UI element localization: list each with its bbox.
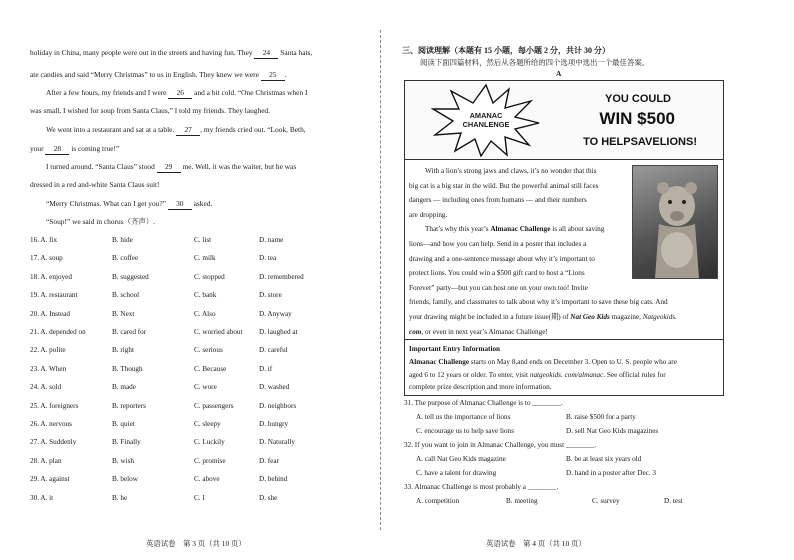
question-stem: 31. The purpose of Almanac Challenge is to ________.	[404, 399, 563, 407]
question-option: B. raise $500 for a party	[566, 413, 636, 421]
passage-italic-text: Natgeokids.	[642, 313, 677, 321]
poster-header	[405, 81, 723, 160]
option-row	[30, 420, 362, 430]
option-choice: D. she	[259, 493, 278, 502]
badge-text: AMANAC CHANLENGE	[462, 111, 510, 129]
option-choice: 20. A. Instead	[30, 309, 70, 318]
option-choice: B. wish	[112, 456, 134, 465]
option-choice: C. serious	[194, 346, 223, 355]
option-choice: D. fear	[259, 456, 279, 465]
option-row	[30, 273, 362, 283]
passage-line	[425, 165, 596, 177]
question-option: D. hand in a poster after Dec. 3	[566, 469, 657, 477]
option-choice: B. reporters	[112, 401, 146, 410]
passage-italic-text: Nat Geo Kids	[570, 313, 610, 321]
option-choice: C. stopped	[194, 272, 225, 281]
answer-blank: 26	[168, 88, 192, 99]
answer-blank: 29	[157, 162, 181, 173]
question-option: C. encourage us to help save lions	[416, 427, 515, 435]
passage-line	[30, 70, 287, 81]
option-choice: B. coffee	[112, 254, 139, 263]
passage-text: me. Well, it was the waiter, but he was	[180, 162, 297, 171]
option-choice: 19. A. restaurant	[30, 291, 78, 300]
passage-text: protect lions. You could win a $500 gift card to host a “Lions	[409, 269, 585, 278]
option-choice: C. Because	[194, 364, 227, 373]
passage-text: After a few hours, my friends and I were	[46, 88, 169, 97]
option-choice: D. if	[259, 364, 273, 373]
section-instruction: 阅读下面四篇材料，然后从各题所给的四个选项中选出一个最佳答案。	[420, 58, 650, 67]
answer-blank: 30	[168, 199, 192, 210]
poster-line-3: TO HELPSAVELIONS!	[583, 136, 697, 148]
passage-text: I turned around. “Santa Claus” stood	[46, 162, 157, 171]
option-choice: D. neighbors	[259, 401, 297, 410]
option-choice: D. Anyway	[259, 309, 292, 318]
passage-line	[46, 162, 296, 173]
lion-cub-icon	[633, 166, 717, 278]
poster-line-1: YOU COULD	[605, 93, 671, 105]
question-option: D. sell Nat Geo Kids magazines	[566, 427, 659, 435]
answer-blank: 28	[45, 144, 69, 155]
answer-blank: 24	[254, 48, 278, 59]
option-choice: D. washed	[259, 383, 290, 392]
option-row	[30, 346, 362, 356]
option-choice: 30. A. it	[30, 493, 54, 502]
entry-bold-text: Almanac Challenge	[409, 358, 470, 366]
passage-text: “Merry Christmas. What can I get you?”	[46, 199, 168, 208]
option-row	[30, 310, 362, 320]
passage-text: was small, I wished for soup from Santa Claus,” I told my friends. They laughed.	[30, 106, 271, 115]
passage-text: “Soup!” we said in chorus（齐声）.	[46, 217, 155, 226]
passage-line	[409, 267, 585, 279]
option-choice: D. behind	[259, 475, 288, 484]
option-choice: D. tea	[259, 254, 277, 263]
option-choice: B. made	[112, 383, 136, 392]
passage-line	[46, 199, 212, 210]
passage-text: your drawing might be included in a future issue(期) of	[409, 313, 571, 321]
option-choice: C. Luckily	[194, 438, 225, 447]
option-choice: B. Though	[112, 364, 143, 373]
passage-line	[30, 106, 270, 116]
option-choice: B. Finally	[112, 438, 141, 447]
passage-a-box	[404, 80, 724, 396]
option-choice: D. remembered	[259, 272, 304, 281]
question-option: A. call Nat Geo Kids magazine	[416, 455, 506, 463]
entry-line	[409, 369, 666, 381]
option-choice: 28. A. plan	[30, 456, 62, 465]
passage-text: holiday in China, many people were out in the streets and having fun. They	[30, 48, 255, 57]
option-choice: C. worried about	[194, 328, 243, 336]
option-choice: B. quiet	[112, 420, 135, 428]
question-option: A. tell us the importance of lions	[416, 413, 511, 421]
option-choice: D. name	[259, 236, 284, 244]
entry-line	[409, 381, 552, 393]
option-choice: C. list	[194, 236, 212, 244]
entry-text: aged 6 to 12 years or older. To enter, visit	[409, 370, 530, 379]
option-choice: C. Also	[194, 309, 216, 318]
passage-line	[409, 194, 587, 206]
question-option: D. test	[664, 497, 683, 505]
option-choice: D. hungry	[259, 420, 289, 428]
passage-line	[409, 209, 447, 221]
passage-line	[30, 48, 312, 59]
option-choice: 21. A. depended on	[30, 328, 86, 336]
lion-photo	[632, 165, 718, 279]
passage-text: With a lion’s strong jaws and claws, it’s no wonder that this	[425, 167, 597, 175]
option-choice: B. cared for	[112, 328, 147, 336]
passage-line	[30, 144, 119, 155]
passage-text: drawing and a one-sentence message about why it’s important to	[409, 254, 595, 263]
option-choice: C. passengers	[194, 401, 234, 410]
entry-line	[409, 356, 677, 368]
passage-line	[46, 217, 155, 227]
option-choice: B. right	[112, 346, 134, 355]
passage-text: , or even in next year’s Almanac Challenge!	[421, 327, 548, 336]
option-choice: B. Next	[112, 309, 135, 318]
passage-text: , my friends cried out. “Look, Beth,	[200, 125, 306, 134]
option-row	[30, 291, 362, 301]
passage-line	[409, 238, 586, 250]
passage-text: Forever” party—but you can host one on your own too! Invite	[409, 283, 588, 292]
passage-text: lions—and how you can help. Send in a poster that includes a	[409, 240, 587, 248]
option-choice: C. sleepy	[194, 420, 221, 428]
question-option: C. have a talent for drawing	[416, 469, 497, 477]
passage-text: your	[30, 144, 46, 153]
question-stem: 33. Almanac Challenge is most probably a ________.	[404, 483, 559, 491]
option-choice: D. careful	[259, 346, 288, 355]
passage-text: is coming true!”	[69, 144, 120, 153]
option-row	[30, 328, 362, 338]
option-row	[30, 402, 362, 412]
question-option: B. be at least six years old	[566, 455, 642, 463]
option-choice: 29. A. against	[30, 475, 70, 484]
passage-line	[46, 88, 307, 99]
option-row	[30, 383, 362, 393]
passage-text: asked.	[191, 199, 213, 208]
question-option: A. competition	[416, 497, 460, 505]
entry-italic-text: natgeokids. com/almanac	[529, 370, 604, 379]
option-choice: D. store	[259, 291, 282, 300]
option-choice: 18. A. enjoyed	[30, 272, 72, 281]
passage-line	[409, 326, 548, 338]
passage-line	[30, 180, 160, 190]
option-choice: C. milk	[194, 254, 216, 263]
option-choice: C. bank	[194, 291, 217, 300]
passage-line	[409, 253, 595, 265]
passage-line	[425, 223, 604, 235]
poster-line-2: WIN $500	[599, 109, 675, 128]
passage-text: and a bit cold. “One Christmas when I	[192, 88, 308, 97]
passage-text: friends, family, and classmates to talk about why it’s important to save these big cats. And	[409, 298, 668, 307]
entry-text: . See official rules for	[603, 370, 666, 379]
passage-text: We went into a restaurant and sat at a table.	[46, 125, 177, 134]
option-row	[30, 236, 362, 246]
option-choice: C. above	[194, 475, 220, 484]
option-choice: D. laughed at	[259, 328, 298, 336]
option-choice: 22. A. polite	[30, 346, 66, 355]
option-row	[30, 494, 362, 504]
option-choice: 17. A. soup	[30, 254, 63, 263]
option-choice: 24. A. sold	[30, 383, 62, 392]
option-choice: B. below	[112, 475, 138, 484]
option-row	[30, 457, 362, 467]
page-fold-line	[380, 30, 381, 530]
option-choice: C. promise	[194, 456, 226, 465]
passage-bold-text: Almanac Challenge	[490, 225, 551, 234]
option-choice: 23. A. When	[30, 364, 67, 373]
option-row	[30, 438, 362, 448]
page-footer-right: 英语试卷 第 4 页（共 10 页）	[486, 539, 586, 548]
option-choice: C. I	[194, 493, 205, 502]
passage-text: That’s why this year’s	[425, 225, 491, 234]
entry-text: starts on May 8,and ends on December 3. Open to U. S. people who are	[469, 358, 677, 366]
passage-italic-text: com	[409, 327, 422, 336]
option-choice: B. he	[112, 493, 128, 502]
option-choice: B. hide	[112, 236, 133, 244]
entry-title: Important Entry Information	[409, 345, 501, 353]
passage-text: big cat is a big star in the wild. But the powerful animal still faces	[409, 181, 599, 190]
passage-line	[409, 282, 588, 294]
passage-label: A	[556, 69, 562, 78]
answer-blank: 25	[261, 70, 285, 81]
option-row	[30, 254, 362, 264]
passage-text: .	[284, 70, 287, 79]
question-stem: 32. If you want to join in Almanac Challenge, you must ________.	[404, 441, 597, 449]
option-row	[30, 475, 362, 485]
passage-line	[409, 180, 598, 192]
passage-line	[409, 296, 668, 308]
passage-text: magazine,	[609, 313, 643, 321]
option-choice: 16. A. fix	[30, 236, 58, 244]
passage-text: is all about saving	[550, 225, 605, 234]
option-choice: 25. A. foreigners	[30, 401, 79, 410]
option-choice: B. suggested	[112, 272, 149, 281]
passage-line	[46, 125, 306, 136]
answer-blank: 27	[176, 125, 200, 136]
section-title: 三、阅读理解（本题有 15 小题，每小题 2 分，共计 30 分）	[402, 46, 610, 55]
entry-divider	[405, 339, 723, 340]
entry-text: complete prize description and more information.	[409, 383, 552, 392]
question-option: C. survey	[592, 497, 620, 505]
passage-text: dressed in a red and-white Santa Claus suit!	[30, 180, 160, 189]
passage-text: ate candies and said “Merry Christmas” to us in English. They knew we were	[30, 70, 261, 79]
passage-text: Santa hats,	[278, 48, 313, 57]
page-footer-left: 英语试卷 第 3 页（共 10 页）	[146, 539, 246, 548]
passage-text: are dropping.	[409, 210, 448, 219]
passage-text: dangers — including ones from humans — and their numbers	[409, 196, 587, 205]
question-option: B. meeting	[506, 497, 538, 505]
option-choice: D. Naturally	[259, 438, 295, 447]
option-choice: B. school	[112, 291, 140, 300]
option-row	[30, 365, 362, 375]
option-choice: C. wore	[194, 383, 217, 392]
option-choice: 26. A. nervous	[30, 420, 72, 428]
passage-line	[409, 311, 677, 323]
option-choice: 27. A. Suddenly	[30, 438, 77, 447]
